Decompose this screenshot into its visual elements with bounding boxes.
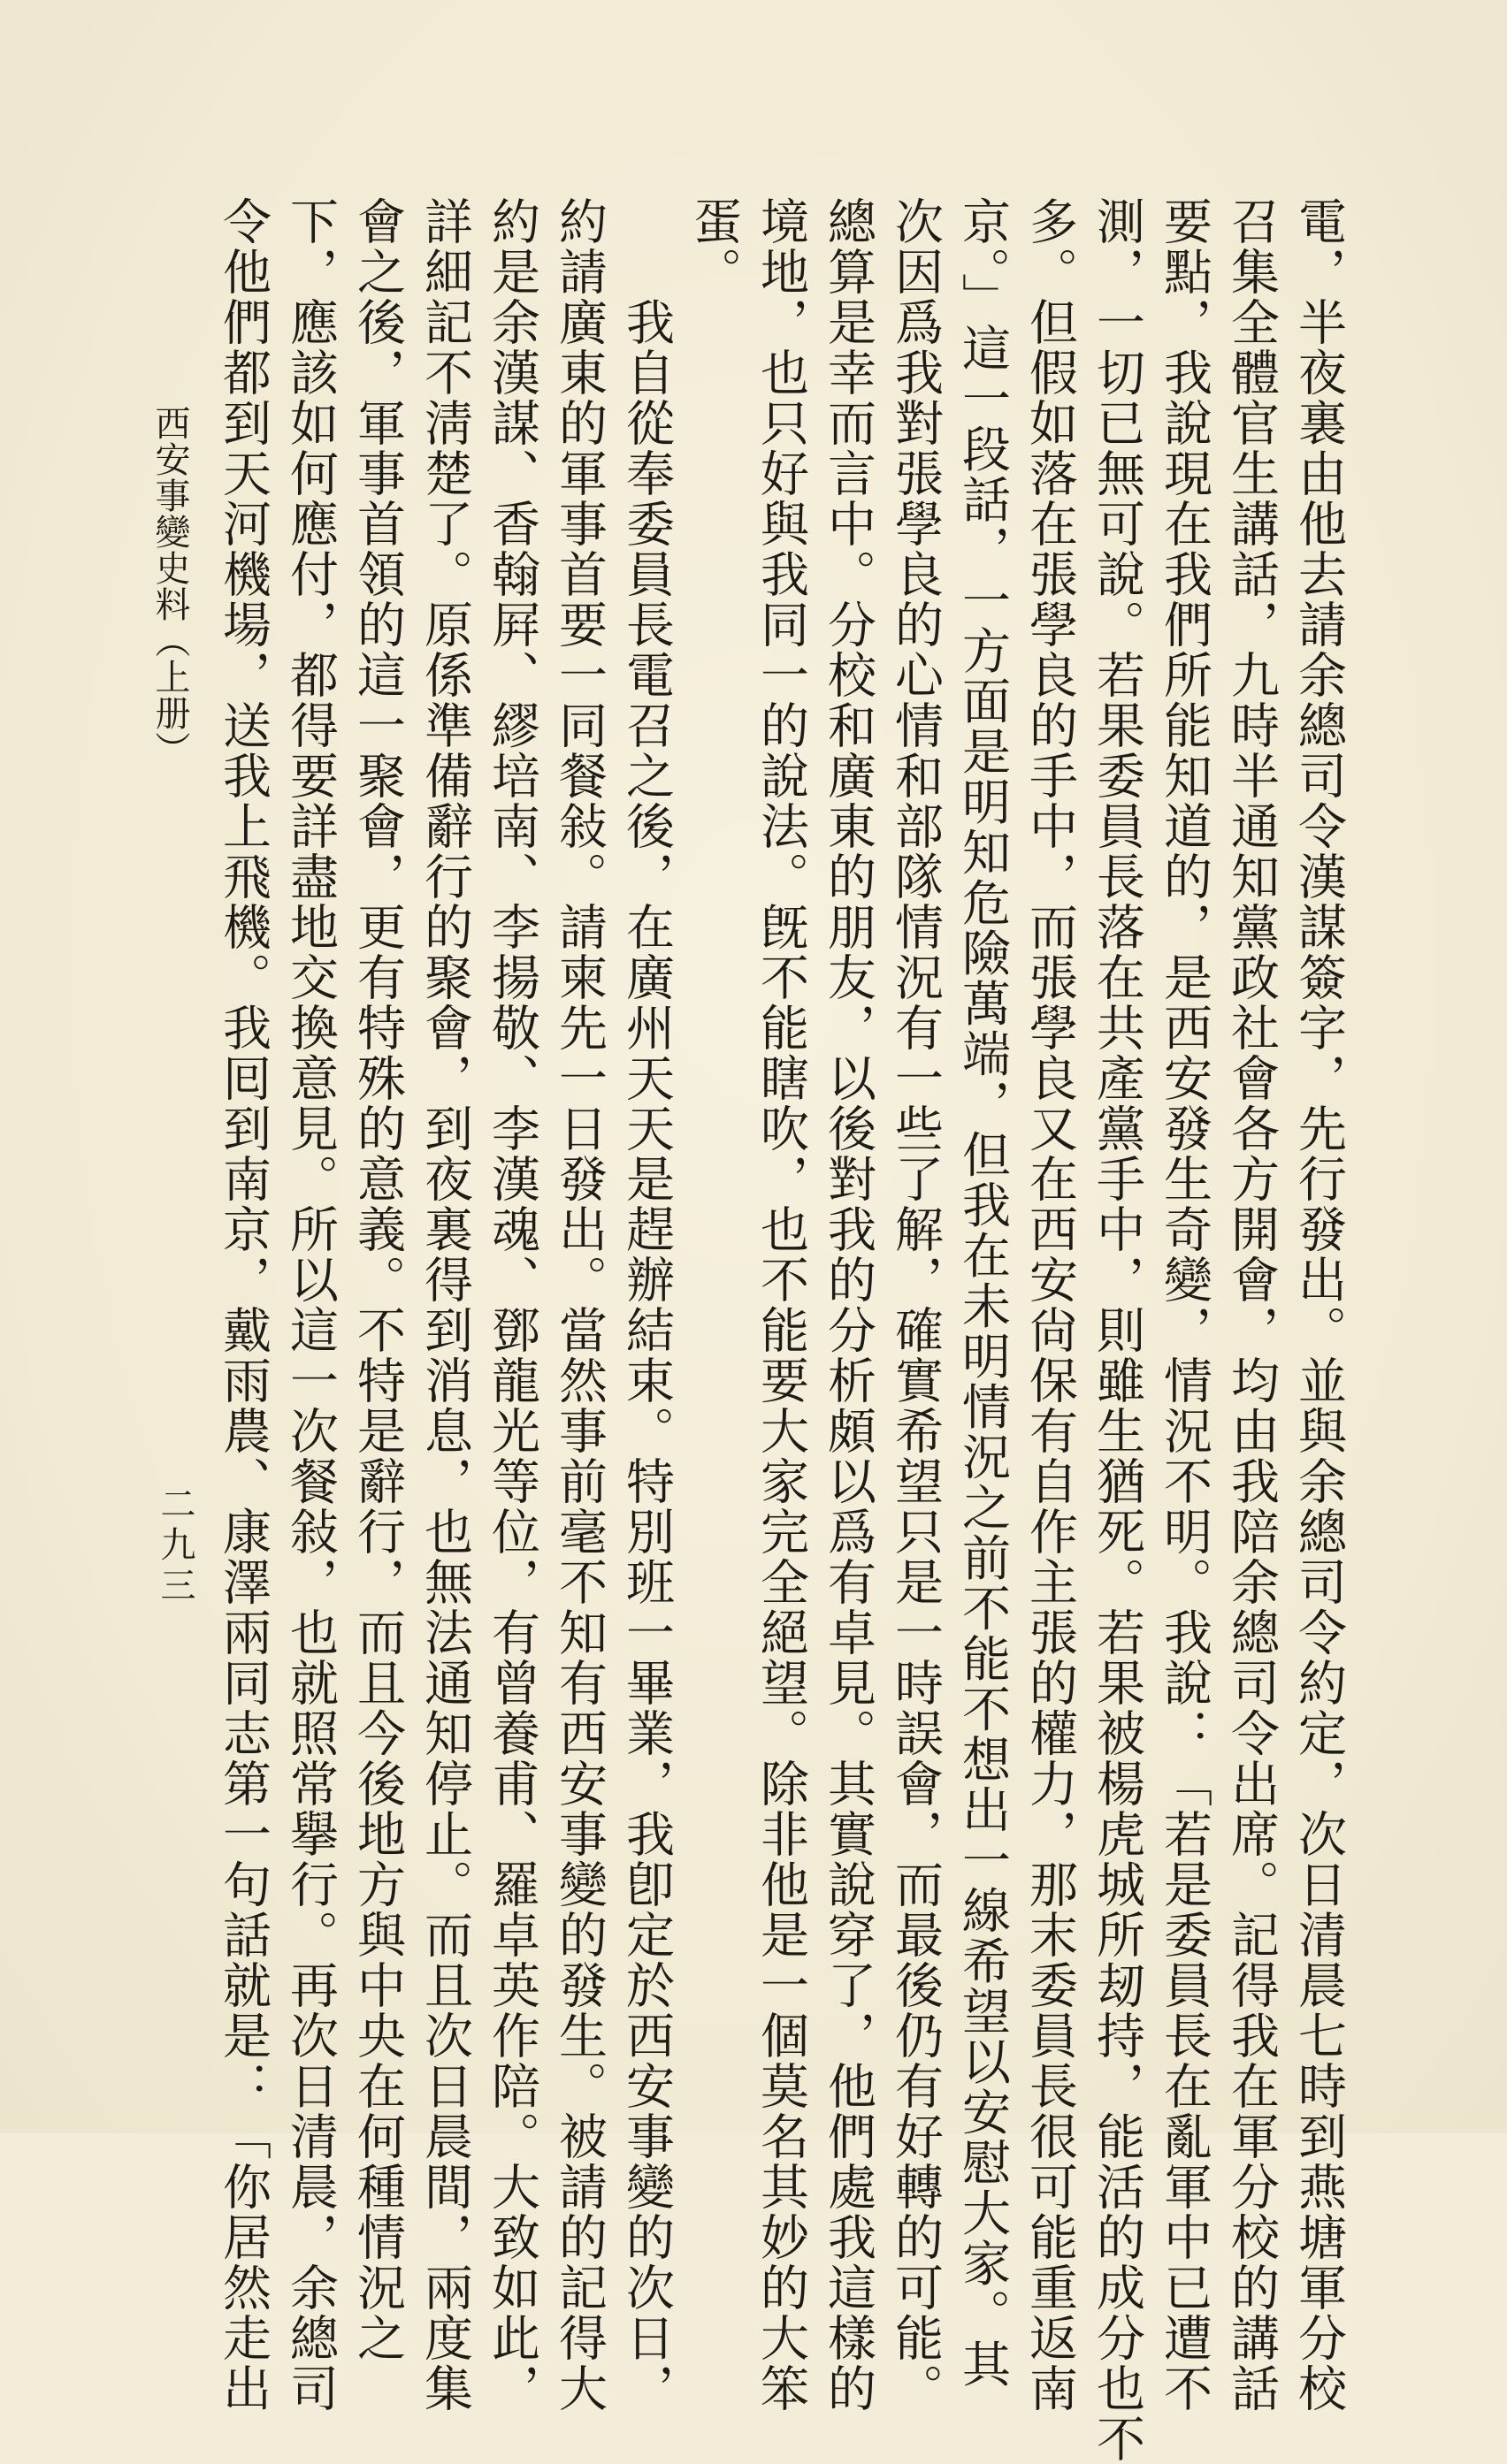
text-column: 約請廣東的軍事首要一同餐敍。請柬先一日發出。當然事前毫不知有西安事變的發生。被請的記得大: [551, 196, 608, 2414]
text-column: 境地，也只好與我同一的說法。旣不能瞎吹，也不能要大家完全絕望。除非他是一個莫名其妙的大笨: [753, 196, 809, 2414]
text-column: 要點，我說現在我們所能知道的，是西安發生奇變，情況不明。我說：「若是委員長在亂軍中已遭不: [1156, 196, 1212, 2414]
text-column: 蛋。: [685, 196, 742, 297]
text-column: 令他們都到天河機場，送我上飛機。我囘到南京，戴雨農、康澤兩同志第一句話就是：「你居然走出: [215, 196, 272, 2414]
text-column: 次因爲我對張學良的心情和部隊情況有一些了解，確實希望只是一時誤會，而最後仍有好轉的可能。: [887, 196, 944, 2414]
text-column: 京。」這一段話，一方面是明知危險萬端，但我在未明情況之前不能不想出一線希望以安慰大家。其: [954, 196, 1011, 2390]
text-column: 下，應該如何應付，都得要詳盡地交換意見。所以這一次餐敍，也就照常擧行。再次日清晨，余總司: [282, 196, 339, 2414]
text-column: 多。但假如落在張學良的手中，而張學良又在西安尙保有自作主張的權力，那末委員長很可能重返南: [1021, 196, 1078, 2414]
text-column: 總算是幸而言中。分校和廣東的朋友，以後對我的分析頗以爲有卓見。其實說穿了，他們處我這樣的: [820, 196, 876, 2414]
text-column: 電，半夜裏由他去請余總司令漢謀簽字，先行發出。並與余總司令約定，次日清晨七時到燕塘軍分校: [1290, 196, 1347, 2414]
text-column: 約是余漢謀、香翰屛、繆培南、李揚敬、李漢魂、鄧龍光等位，有曾養甫、羅卓英作陪。大致如此，: [484, 196, 540, 2414]
text-column: 召集全體官生講話，九時半通知黨政社會各方開會，均由我陪余總司令出席。記得我在軍分校的講話: [1223, 196, 1280, 2414]
body-text: [210, 196, 1352, 2464]
page-number: 二九三: [155, 1485, 195, 1607]
text-column: 詳細記不淸楚了。原係準備辭行的聚會，到夜裏得到消息，也無法通知停止。而且次日晨間，兩度集: [417, 196, 473, 2414]
book-title-footer: 西安事變史料（上册）: [149, 405, 190, 767]
text-column: 會之後，軍事首領的這一聚會，更有特殊的意義。不特是辭行，而且今後地方與中央在何種情況之: [349, 196, 406, 2363]
text-column: 我自從奉委員長電召之後，在廣州天天是趕辦結束。特別班一畢業，我卽定於西安事變的次日，: [618, 196, 675, 2414]
text-column: 測，一切已無可說。若果委員長落在共產黨手中，則雖生猶死。若果被楊虎城所刼持，能活的成分也不: [1089, 196, 1145, 2464]
